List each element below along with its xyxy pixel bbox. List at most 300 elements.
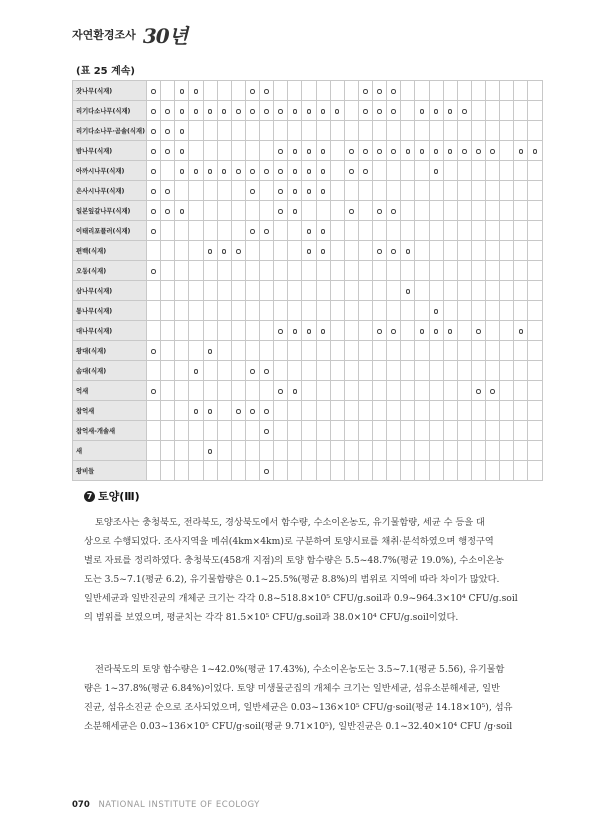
grid-cell: [500, 201, 514, 221]
grid-cell: [217, 221, 231, 241]
grid-cell: [387, 381, 401, 401]
grid-cell: [358, 281, 372, 301]
grid-cell: [486, 361, 500, 381]
grid-cell: [429, 141, 443, 161]
grid-cell: [486, 401, 500, 421]
grid-cell: [161, 121, 175, 141]
row-label: 솜대(식재): [73, 361, 147, 381]
grid-cell: [500, 261, 514, 281]
grid-cell: [302, 81, 316, 101]
grid-cell: [415, 101, 429, 121]
presence-mark: [307, 169, 312, 174]
grid-cell: [231, 361, 245, 381]
row-label: 대나무(식재): [73, 321, 147, 341]
grid-cell: [175, 381, 189, 401]
grid-cell: [274, 141, 288, 161]
presence-mark: [476, 389, 481, 394]
paragraph-line: 전라북도의 토양 함수량은 1~42.0%(평균 17.43%), 수소이온농도는 3.5~7.1(평균 5.56), 유기물함: [95, 664, 505, 675]
table-row: [73, 401, 543, 421]
grid-cell: [500, 221, 514, 241]
presence-mark: [208, 449, 213, 454]
grid-cell: [415, 301, 429, 321]
grid-cell: [288, 281, 302, 301]
presence-mark: [151, 109, 156, 114]
grid-cell: [387, 221, 401, 241]
grid-cell: [175, 421, 189, 441]
presence-mark: [335, 109, 340, 114]
grid-cell: [471, 141, 485, 161]
grid-cell: [316, 401, 330, 421]
grid-cell: [288, 461, 302, 481]
grid-cell: [358, 381, 372, 401]
grid-cell: [358, 201, 372, 221]
grid-cell: [245, 181, 259, 201]
grid-cell: [373, 441, 387, 461]
grid-cell: [147, 281, 161, 301]
grid-cell: [302, 221, 316, 241]
grid-cell: [288, 421, 302, 441]
presence-mark: [434, 149, 439, 154]
grid-cell: [457, 341, 471, 361]
presence-mark: [264, 89, 269, 94]
grid-cell: [528, 381, 542, 401]
grid-cell: [302, 201, 316, 221]
grid-cell: [514, 421, 528, 441]
grid-cell: [288, 181, 302, 201]
grid-cell: [471, 261, 485, 281]
grid-cell: [443, 401, 457, 421]
grid-cell: [203, 301, 217, 321]
grid-cell: [245, 281, 259, 301]
grid-cell: [514, 341, 528, 361]
grid-cell: [231, 321, 245, 341]
grid-cell: [358, 121, 372, 141]
grid-cell: [175, 461, 189, 481]
row-label: 참억새: [73, 401, 147, 421]
table-row: [73, 101, 543, 121]
grid-cell: [274, 401, 288, 421]
grid-cell: [500, 121, 514, 141]
grid-cell: [500, 361, 514, 381]
grid-cell: [231, 421, 245, 441]
grid-cell: [274, 441, 288, 461]
grid-cell: [330, 441, 344, 461]
presence-mark: [180, 109, 185, 114]
presence-mark: [293, 149, 298, 154]
grid-cell: [302, 401, 316, 421]
grid-cell: [302, 101, 316, 121]
grid-cell: [415, 421, 429, 441]
grid-cell: [330, 161, 344, 181]
grid-cell: [471, 301, 485, 321]
grid-cell: [471, 221, 485, 241]
grid-cell: [457, 101, 471, 121]
table-row: [73, 321, 543, 341]
grid-cell: [514, 241, 528, 261]
grid-cell: [373, 281, 387, 301]
grid-cell: [231, 281, 245, 301]
grid-cell: [274, 161, 288, 181]
grid-cell: [288, 441, 302, 461]
grid-cell: [457, 401, 471, 421]
presence-mark: [180, 169, 185, 174]
grid-cell: [514, 261, 528, 281]
presence-mark: [151, 229, 156, 234]
row-label: 잣나무(식재): [73, 81, 147, 101]
grid-cell: [274, 181, 288, 201]
paragraph-line: 의 범위를 보였으며, 평균치는 각각 81.5×10⁵ CFU/g.soil과 38.0×10⁴ CFU/g.soil이었다.: [84, 612, 459, 623]
presence-mark: [363, 89, 368, 94]
grid-cell: [274, 101, 288, 121]
grid-cell: [443, 161, 457, 181]
grid-cell: [500, 161, 514, 181]
presence-mark: [180, 209, 185, 214]
grid-cell: [274, 381, 288, 401]
presence-mark: [434, 309, 439, 314]
presence-mark: [236, 109, 241, 114]
grid-cell: [175, 221, 189, 241]
grid-cell: [147, 441, 161, 461]
grid-cell: [373, 361, 387, 381]
grid-cell: [231, 121, 245, 141]
paragraph-line: 일반세균과 일반진균의 개체군 크기는 각각 0.8~518.8×10⁵ CFU/g.soil과 0.9~964.3×10⁴ CFU/g.soil: [84, 593, 518, 604]
grid-cell: [231, 441, 245, 461]
grid-cell: [203, 261, 217, 281]
presence-mark: [321, 169, 326, 174]
grid-cell: [457, 121, 471, 141]
grid-cell: [401, 461, 415, 481]
presence-mark: [250, 109, 255, 114]
grid-cell: [486, 381, 500, 401]
grid-cell: [344, 201, 358, 221]
presence-mark: [278, 329, 283, 334]
grid-cell: [358, 101, 372, 121]
grid-cell: [373, 141, 387, 161]
grid-cell: [161, 361, 175, 381]
grid-cell: [161, 261, 175, 281]
presence-mark: [391, 209, 396, 214]
grid-cell: [528, 121, 542, 141]
grid-cell: [203, 341, 217, 361]
grid-cell: [457, 321, 471, 341]
row-label: 왕대(식재): [73, 341, 147, 361]
grid-cell: [514, 121, 528, 141]
grid-cell: [330, 221, 344, 241]
grid-cell: [401, 361, 415, 381]
grid-cell: [274, 421, 288, 441]
grid-cell: [429, 381, 443, 401]
grid-cell: [161, 81, 175, 101]
row-label: 이태리포플러(식재): [73, 221, 147, 241]
grid-cell: [203, 241, 217, 261]
presence-mark: [165, 189, 170, 194]
table-row: [73, 301, 543, 321]
grid-cell: [471, 181, 485, 201]
grid-cell: [429, 321, 443, 341]
grid-cell: [443, 101, 457, 121]
grid-cell: [147, 241, 161, 261]
grid-cell: [443, 261, 457, 281]
presence-mark: [236, 249, 241, 254]
row-label: 아까시나무(식재): [73, 161, 147, 181]
grid-cell: [189, 281, 203, 301]
presence-mark: [363, 169, 368, 174]
grid-cell: [260, 141, 274, 161]
grid-cell: [387, 81, 401, 101]
grid-cell: [457, 381, 471, 401]
grid-cell: [217, 341, 231, 361]
grid-cell: [415, 381, 429, 401]
grid-cell: [471, 281, 485, 301]
table-row: [73, 201, 543, 221]
grid-cell: [429, 81, 443, 101]
grid-cell: [344, 281, 358, 301]
grid-cell: [514, 161, 528, 181]
grid-cell: [528, 281, 542, 301]
grid-cell: [288, 241, 302, 261]
grid-cell: [443, 141, 457, 161]
grid-cell: [260, 441, 274, 461]
grid-cell: [245, 381, 259, 401]
grid-cell: [231, 161, 245, 181]
grid-cell: [260, 161, 274, 181]
table-row: [73, 341, 543, 361]
grid-cell: [514, 381, 528, 401]
grid-cell: [443, 341, 457, 361]
grid-cell: [274, 201, 288, 221]
presence-mark: [391, 149, 396, 154]
grid-cell: [344, 361, 358, 381]
grid-cell: [344, 101, 358, 121]
grid-cell: [500, 241, 514, 261]
grid-cell: [330, 121, 344, 141]
grid-cell: [316, 281, 330, 301]
grid-cell: [471, 241, 485, 261]
row-label: 억새: [73, 381, 147, 401]
table-row: [73, 461, 543, 481]
grid-cell: [443, 241, 457, 261]
grid-cell: [260, 81, 274, 101]
presence-mark: [391, 249, 396, 254]
grid-cell: [514, 281, 528, 301]
grid-cell: [457, 141, 471, 161]
grid-cell: [245, 361, 259, 381]
presence-mark: [321, 189, 326, 194]
row-label: 오동(식재): [73, 261, 147, 281]
grid-cell: [387, 421, 401, 441]
grid-cell: [373, 221, 387, 241]
grid-cell: [260, 201, 274, 221]
grid-cell: [302, 181, 316, 201]
grid-cell: [486, 461, 500, 481]
presence-mark: [151, 389, 156, 394]
grid-cell: [203, 461, 217, 481]
grid-cell: [429, 221, 443, 241]
grid-cell: [217, 461, 231, 481]
grid-cell: [203, 181, 217, 201]
grid-cell: [175, 241, 189, 261]
grid-cell: [147, 261, 161, 281]
grid-cell: [373, 301, 387, 321]
presence-mark: [448, 149, 453, 154]
grid-cell: [471, 321, 485, 341]
grid-cell: [358, 81, 372, 101]
grid-cell: [302, 321, 316, 341]
grid-cell: [514, 321, 528, 341]
grid-cell: [274, 461, 288, 481]
grid-cell: [514, 461, 528, 481]
grid-cell: [415, 341, 429, 361]
grid-cell: [358, 261, 372, 281]
grid-cell: [514, 101, 528, 121]
grid-cell: [203, 381, 217, 401]
presence-mark: [208, 249, 213, 254]
paragraph-line: 진균, 섬유소진균 순으로 조사되었으며, 일반세균은 0.03~136×10⁵ CFU/g·soil(평균 14.18×10⁵), 섬유: [84, 702, 513, 713]
grid-cell: [486, 181, 500, 201]
grid-cell: [288, 201, 302, 221]
grid-cell: [443, 441, 457, 461]
grid-cell: [217, 201, 231, 221]
grid-cell: [443, 461, 457, 481]
grid-cell: [302, 381, 316, 401]
grid-cell: [457, 221, 471, 241]
grid-cell: [147, 361, 161, 381]
grid-cell: [175, 441, 189, 461]
grid-cell: [245, 321, 259, 341]
grid-cell: [415, 161, 429, 181]
presence-mark: [151, 89, 156, 94]
grid-cell: [415, 81, 429, 101]
presence-mark: [321, 149, 326, 154]
grid-cell: [189, 221, 203, 241]
grid-cell: [429, 461, 443, 481]
grid-cell: [373, 381, 387, 401]
grid-cell: [330, 361, 344, 381]
paragraph-jeonbuk: [84, 660, 531, 736]
grid-cell: [358, 141, 372, 161]
grid-cell: [316, 141, 330, 161]
grid-cell: [471, 101, 485, 121]
grid-cell: [500, 461, 514, 481]
grid-cell: [358, 241, 372, 261]
grid-cell: [175, 81, 189, 101]
presence-mark: [406, 289, 411, 294]
grid-cell: [316, 381, 330, 401]
presence-mark: [208, 349, 213, 354]
grid-cell: [260, 421, 274, 441]
grid-cell: [288, 121, 302, 141]
grid-cell: [217, 421, 231, 441]
grid-cell: [486, 201, 500, 221]
presence-mark: [194, 409, 199, 414]
grid-cell: [260, 281, 274, 301]
grid-cell: [231, 81, 245, 101]
grid-cell: [528, 101, 542, 121]
presence-mark: [278, 169, 283, 174]
grid-cell: [203, 361, 217, 381]
grid-cell: [189, 301, 203, 321]
grid-cell: [486, 421, 500, 441]
grid-cell: [316, 261, 330, 281]
grid-cell: [288, 161, 302, 181]
grid-cell: [528, 241, 542, 261]
grid-cell: [189, 141, 203, 161]
grid-cell: [387, 281, 401, 301]
presence-mark: [533, 149, 538, 154]
grid-cell: [443, 381, 457, 401]
grid-cell: [429, 421, 443, 441]
table-row: [73, 221, 543, 241]
grid-cell: [302, 341, 316, 361]
presence-mark: [264, 169, 269, 174]
grid-cell: [203, 321, 217, 341]
presence-mark: [349, 169, 354, 174]
grid-cell: [217, 101, 231, 121]
grid-cell: [231, 221, 245, 241]
presence-mark: [278, 149, 283, 154]
grid-cell: [330, 321, 344, 341]
grid-cell: [203, 401, 217, 421]
grid-cell: [217, 441, 231, 461]
grid-cell: [429, 401, 443, 421]
grid-cell: [288, 301, 302, 321]
grid-cell: [486, 121, 500, 141]
grid-cell: [203, 221, 217, 241]
grid-cell: [471, 381, 485, 401]
grid-cell: [330, 341, 344, 361]
presence-mark: [434, 109, 439, 114]
grid-cell: [189, 161, 203, 181]
grid-cell: [387, 401, 401, 421]
grid-cell: [401, 181, 415, 201]
grid-cell: [443, 421, 457, 441]
grid-cell: [443, 81, 457, 101]
grid-cell: [161, 181, 175, 201]
grid-cell: [245, 301, 259, 321]
grid-cell: [429, 201, 443, 221]
grid-cell: [147, 201, 161, 221]
grid-cell: [429, 261, 443, 281]
grid-cell: [217, 381, 231, 401]
grid-cell: [147, 181, 161, 201]
grid-cell: [161, 201, 175, 221]
grid-cell: [245, 81, 259, 101]
grid-cell: [429, 161, 443, 181]
presence-mark: [165, 109, 170, 114]
grid-cell: [500, 341, 514, 361]
grid-cell: [387, 241, 401, 261]
grid-cell: [457, 201, 471, 221]
grid-cell: [274, 321, 288, 341]
presence-mark: [250, 169, 255, 174]
grid-cell: [231, 141, 245, 161]
grid-cell: [486, 101, 500, 121]
grid-cell: [217, 301, 231, 321]
grid-cell: [175, 401, 189, 421]
table-row: [73, 141, 543, 161]
grid-cell: [203, 121, 217, 141]
grid-cell: [387, 361, 401, 381]
grid-cell: [175, 321, 189, 341]
grid-cell: [288, 81, 302, 101]
grid-cell: [274, 341, 288, 361]
grid-cell: [330, 421, 344, 441]
presence-mark: [406, 149, 411, 154]
presence-mark: [307, 229, 312, 234]
grid-cell: [203, 421, 217, 441]
grid-cell: [316, 361, 330, 381]
grid-cell: [373, 201, 387, 221]
